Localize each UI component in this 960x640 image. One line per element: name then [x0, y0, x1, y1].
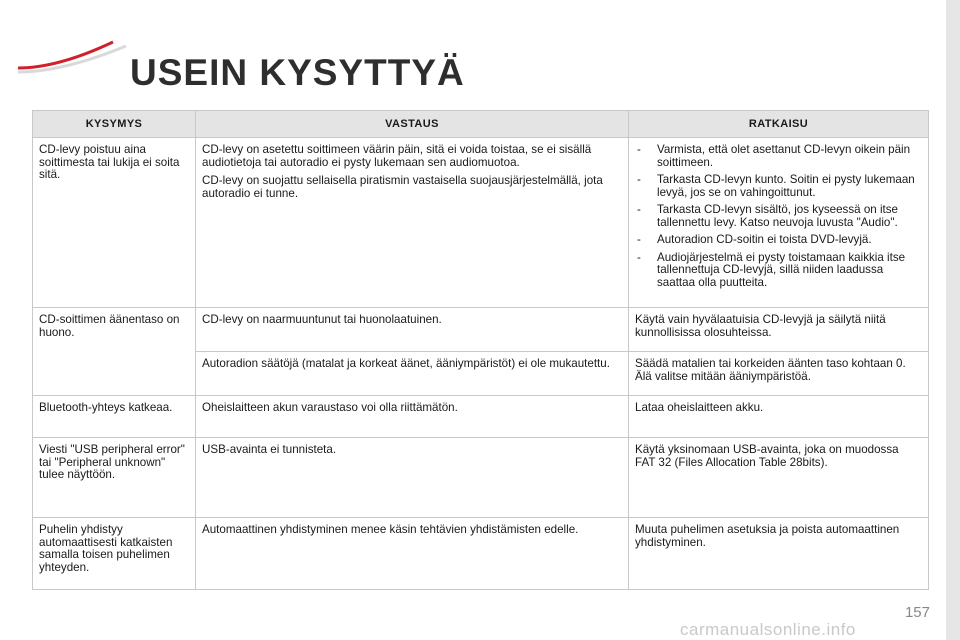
answer-cell: USB-avainta ei tunnisteta. — [196, 438, 629, 518]
solution-cell — [629, 138, 929, 308]
solution-cell: Säädä matalien tai korkeiden äänten taso kohtaan 0. Älä valitse mitään ääniympäristöä. — [629, 352, 929, 396]
solution-item: - Tarkasta CD-levyn kunto. Soitin ei pysty lukemaan levyä, jos se on vahingoittunut. — [635, 174, 922, 199]
question-cell: Bluetooth-yhteys katkeaa. — [33, 396, 196, 438]
solution-cell: Lataa oheislaitteen akku. — [629, 396, 929, 438]
table-header-row — [33, 111, 929, 138]
table-row — [33, 518, 929, 590]
question-cell: Viesti "USB peripheral error" tai "Peripheral unknown" tulee näyttöön. — [33, 438, 196, 518]
answer-paragraph: CD-levy on asetettu soittimeen väärin päin, sitä ei voida toistaa, se ei sisällä audiotietoja tai autoradio ei pysty lukemaan sen audiomuotoa. — [202, 143, 592, 169]
solution-cell: Käytä vain hyvälaatuisia CD-levyjä ja säilytä niitä kunnollisissa olosuhteissa. — [629, 308, 929, 352]
faq-table — [32, 110, 929, 590]
solution-cell: Muuta puhelimen asetuksia ja poista automaattinen yhdistyminen. — [629, 518, 929, 590]
corner-accent-mark — [18, 40, 128, 80]
solution-item: - Autoradion CD-soitin ei toista DVD-levyjä. — [635, 234, 922, 247]
answer-cell: Oheislaitteen akun varaustaso voi olla riittämätön. — [196, 396, 629, 438]
solution-cell: Käytä yksinomaan USB-avainta, joka on muodossa FAT 32 (Files Allocation Table 28bits). — [629, 438, 929, 518]
column-header-answer: VASTAUS — [196, 111, 629, 138]
question-cell: Puhelin yhdistyy automaattisesti katkaisten samalla toisen puhelimen yhteyden. — [33, 518, 196, 590]
page-edge-bar — [946, 0, 960, 640]
answer-cell — [196, 138, 629, 308]
solution-item: - Tarkasta CD-levyn sisältö, jos kyseessä on itse tallennettu levy. Katso neuvoja luvusta "Audio". — [635, 204, 922, 229]
watermark-text: carmanualsonline.info — [680, 620, 856, 639]
solution-item: - Varmista, että olet asettanut CD-levyn oikein päin soittimeen. — [635, 144, 922, 169]
page-number: 157 — [904, 604, 930, 621]
column-header-question: KYSYMYS — [33, 111, 196, 138]
table-row — [33, 138, 929, 308]
table-row — [33, 438, 929, 518]
answer-cell: CD-levy on naarmuuntunut tai huonolaatuinen. — [196, 308, 629, 352]
table-row — [33, 396, 929, 438]
answer-paragraph: CD-levy on suojattu sellaisella piratismin vastaisella suojausjärjestelmällä, jota autoradio ei tunne. — [202, 174, 603, 200]
answer-cell: Automaattinen yhdistyminen menee käsin tehtävien yhdistämisten edelle. — [196, 518, 629, 590]
answer-cell: Autoradion säätöjä (matalat ja korkeat äänet, ääniympäristöt) ei ole mukautettu. — [196, 352, 629, 396]
question-cell: CD-levy poistuu aina soittimesta tai lukija ei soita sitä. — [33, 138, 196, 308]
column-header-solution: RATKAISU — [629, 111, 929, 138]
question-cell: CD-soittimen äänentaso on huono. — [33, 308, 196, 396]
solution-list — [635, 144, 922, 289]
solution-item: - Audiojärjestelmä ei pysty toistamaan kaikkia itse tallennettuja CD-levyjä, sillä niiden laadussa saattaa olla puutteita. — [635, 252, 922, 290]
page-title: USEIN KYSYTTYÄ — [130, 52, 465, 93]
table-row — [33, 308, 929, 352]
